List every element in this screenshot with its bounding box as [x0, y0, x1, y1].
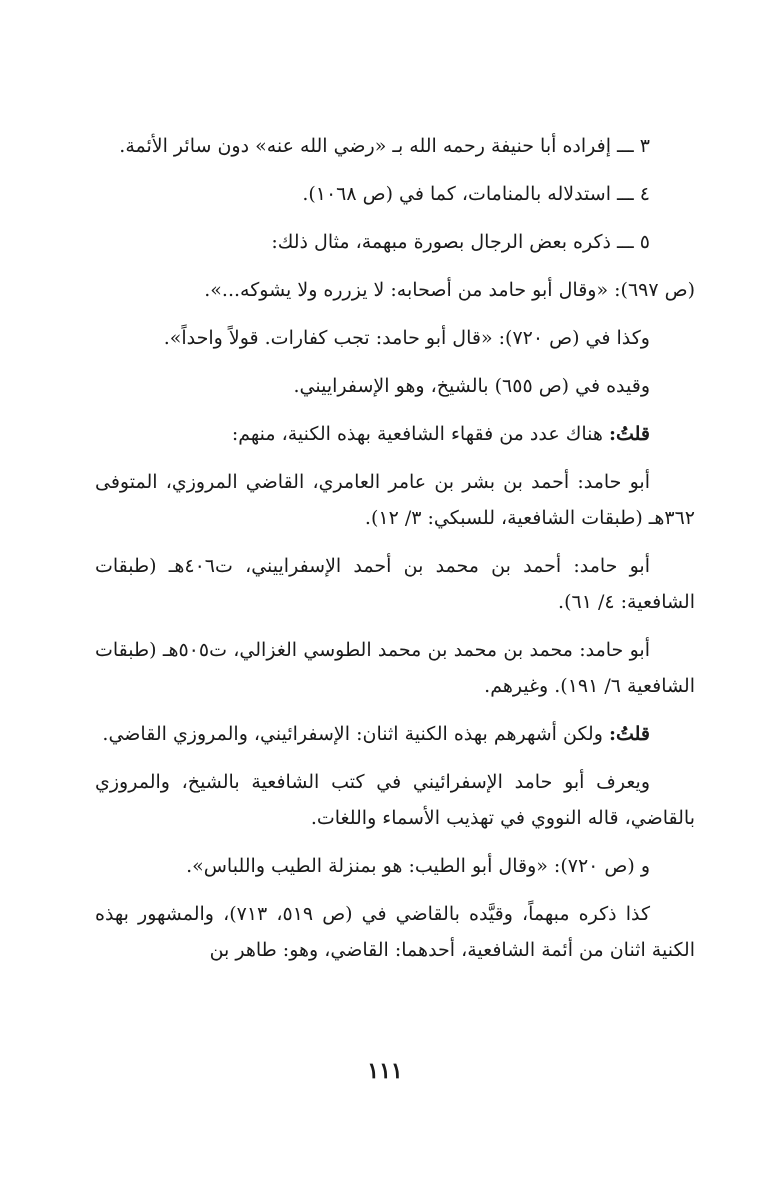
- text-paragraph: كذا ذكره مبهماً، وقيَّده بالقاضي في (ص ٥١٩، ٧١٣)، والمشهور بهذه الكنية اثنان من أئمة الشافعية، أحدهما: القاضي، وهو: طاهر بن: [95, 903, 695, 961]
- note-paragraph: [95, 716, 695, 752]
- note-label: قلتُ:: [608, 723, 650, 745]
- note-paragraph: [95, 416, 695, 452]
- page-body: [95, 128, 695, 980]
- list-item-3: ٣ ـــ إفراده أبا حنيفة رحمه الله بـ «رضي الله عنه» دون سائر الأئمة.: [119, 135, 650, 157]
- quote-paragraph: (ص ٦٩٧): «وقال أبو حامد من أصحابه: لا يزرره ولا يشوكه...».: [204, 279, 695, 301]
- text-paragraph: ويعرف أبو حامد الإسفرائيني في كتب الشافعية بالشيخ، والمروزي بالقاضي، قاله النووي في تهذيب الأسماء واللغات.: [95, 771, 695, 829]
- note-label: قلتُ:: [608, 423, 650, 445]
- text-paragraph: أبو حامد: أحمد بن محمد بن أحمد الإسفراييني، ت٤٠٦هـ (طبقات الشافعية: ٤/ ٦١).: [95, 555, 695, 613]
- text-paragraph: و (ص ٧٢٠): «وقال أبو الطيب: هو بمنزلة الطيب واللباس».: [186, 855, 650, 877]
- note-text: هناك عدد من فقهاء الشافعية بهذه الكنية، منهم:: [231, 423, 603, 445]
- list-item-4: ٤ ـــ استدلاله بالمنامات، كما في (ص ١٠٦٨).: [302, 183, 650, 205]
- text-paragraph: وكذا في (ص ٧٢٠): «قال أبو حامد: تجب كفارات. قولاً واحداً».: [163, 327, 650, 349]
- list-item-5: ٥ ـــ ذكره بعض الرجال بصورة مبهمة، مثال ذلك:: [271, 231, 650, 253]
- text-paragraph: أبو حامد: محمد بن محمد بن محمد الطوسي الغزالي، ت٥٠٥هـ (طبقات الشافعية ٦/ ١٩١). وغيرهم.: [95, 639, 695, 697]
- note-text: ولكن أشهرهم بهذه الكنية اثنان: الإسفرائيني، والمروزي القاضي.: [102, 723, 603, 745]
- text-paragraph: أبو حامد: أحمد بن بشر بن عامر العامري، القاضي المروزي، المتوفى ٣٦٢هـ (طبقات الشافعية، للسبكي: ٣/ ١٢).: [95, 471, 695, 529]
- text-paragraph: وقيده في (ص ٦٥٥) بالشيخ، وهو الإسفراييني.: [293, 375, 650, 397]
- page-number: ١١١: [367, 1058, 403, 1084]
